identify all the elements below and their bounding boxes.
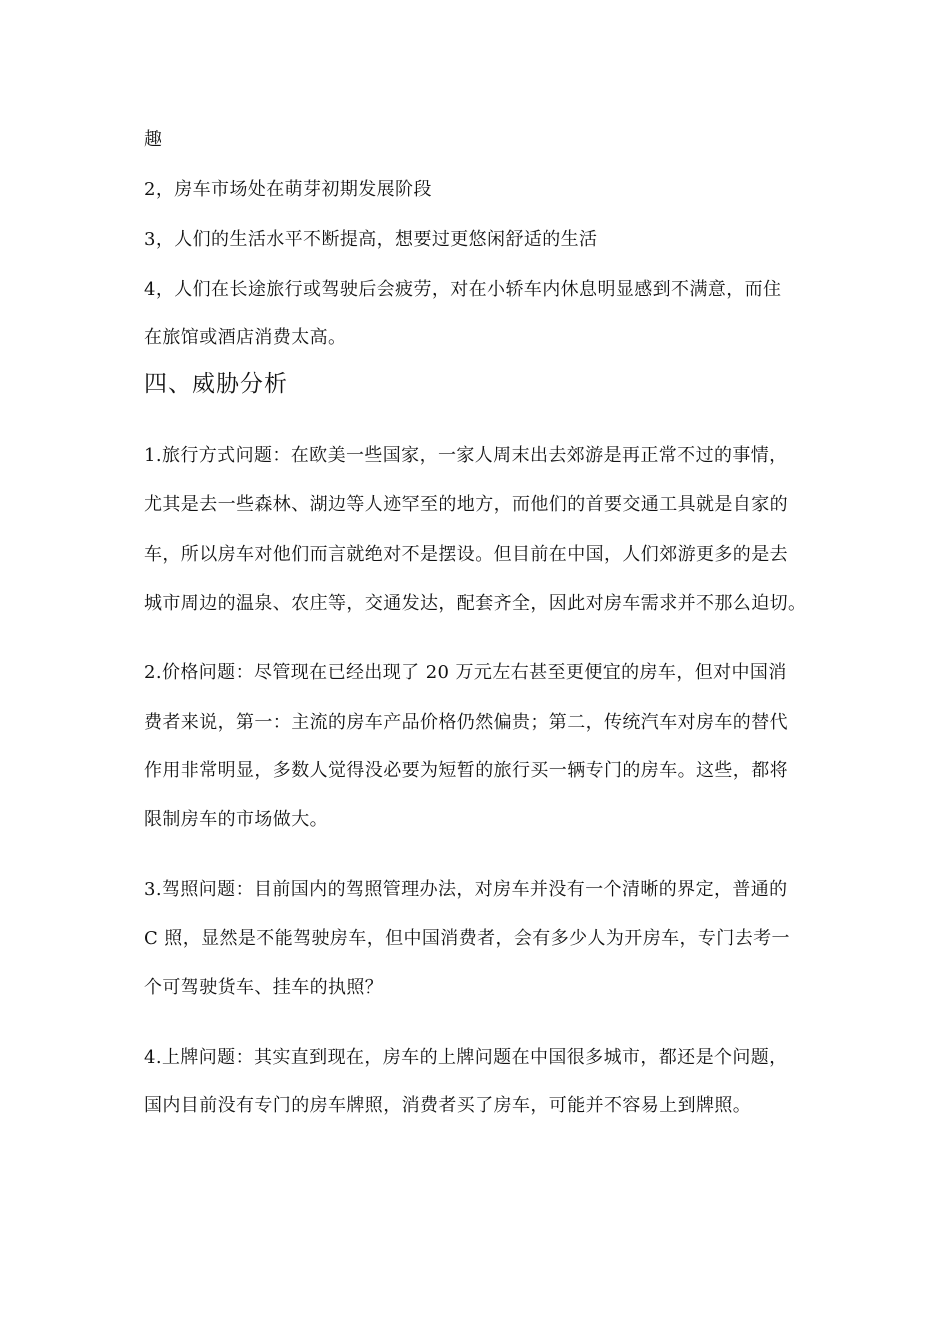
continuation-line: 趣: [144, 129, 163, 150]
opportunity-item-4-line-1: 4，人们在长途旅行或驾驶后会疲劳，对在小轿车内休息明显感到不满意，而住: [144, 279, 782, 300]
threat-1-line-2: 尤其是去一些森林、湖边等人迹罕至的地方，而他们的首要交通工具就是自家的: [144, 494, 788, 515]
threat-1-line-3: 车，所以房车对他们而言就绝对不是摆设。但目前在中国，人们郊游更多的是去: [144, 544, 788, 565]
threat-3-line-2: C 照，显然是不能驾驶房车，但中国消费者，会有多少人为开房车，专门去考一: [144, 928, 790, 949]
threat-4-line-1: 4.上牌问题：其实直到现在，房车的上牌问题在中国很多城市，都还是个问题，: [144, 1047, 788, 1068]
threat-3-line-1: 3.驾照问题：目前国内的驾照管理办法，对房车并没有一个清晰的界定，普通的: [144, 879, 788, 900]
opportunity-item-2: 2，房车市场处在萌芽初期发展阶段: [144, 179, 432, 200]
threat-3-line-3: 个可驾驶货车、挂车的执照？: [144, 977, 384, 998]
threat-1-line-1: 1.旅行方式问题：在欧美一些国家，一家人周末出去郊游是再正常不过的事情，: [144, 445, 788, 466]
threat-4-line-2: 国内目前没有专门的房车牌照，消费者买了房车，可能并不容易上到牌照。: [144, 1095, 752, 1116]
opportunity-item-3: 3，人们的生活水平不断提高，想要过更悠闲舒适的生活: [144, 229, 598, 250]
section-heading: 四、威胁分析: [144, 371, 288, 397]
threat-2-line-2: 费者来说，第一：主流的房车产品价格仍然偏贵；第二，传统汽车对房车的替代: [144, 712, 788, 733]
threat-2-line-3: 作用非常明显，多数人觉得没必要为短暂的旅行买一辆专门的房车。这些，都将: [144, 760, 788, 781]
opportunity-item-4-line-2: 在旅馆或酒店消费太高。: [144, 327, 347, 348]
threat-2-line-1: 2.价格问题：尽管现在已经出现了 20 万元左右甚至更便宜的房车，但对中国消: [144, 662, 787, 683]
threat-2-line-4: 限制房车的市场做大。: [144, 809, 328, 830]
threat-1-line-4: 城市周边的温泉、农庄等，交通发达，配套齐全，因此对房车需求并不那么迫切。: [144, 593, 807, 614]
